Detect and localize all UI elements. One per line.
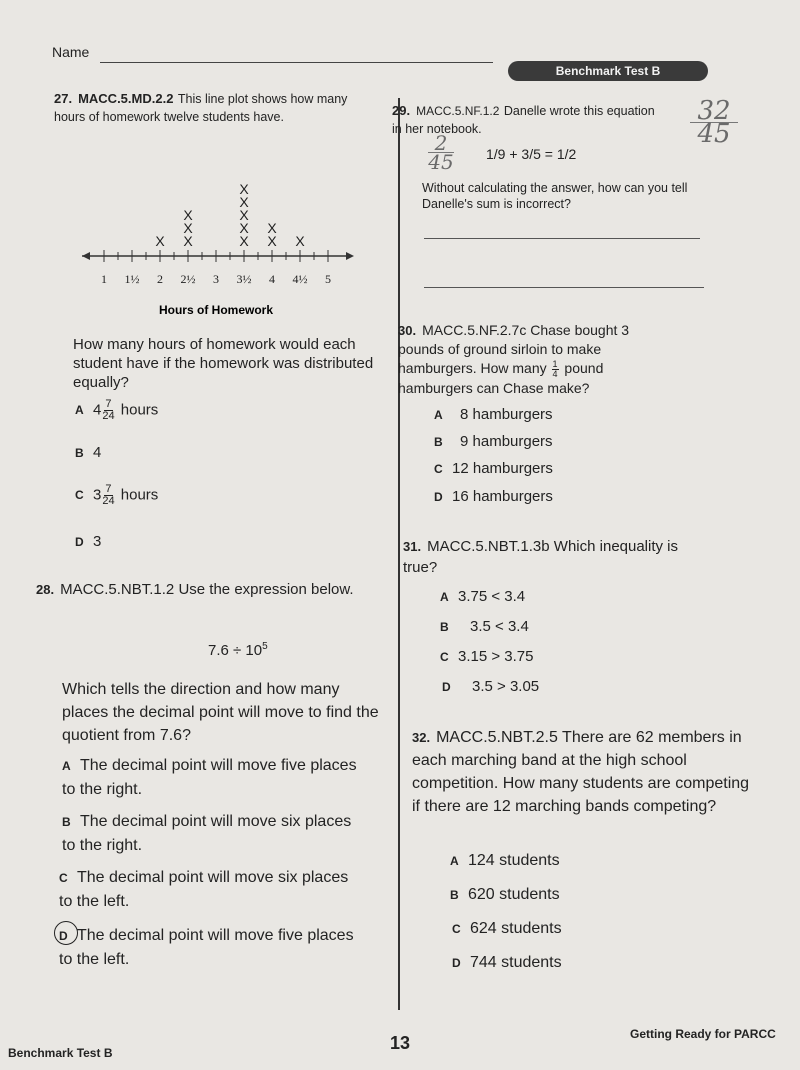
- q30-stem-after: pound hamburgers can Chase make?: [398, 360, 604, 396]
- q31-option-a-letter: A: [440, 590, 449, 604]
- q32-option-a-text: 124 students: [468, 852, 560, 869]
- q27-option-a-den: 24: [102, 410, 115, 422]
- q32-number: 32.: [412, 730, 431, 745]
- name-line[interactable]: [100, 62, 493, 63]
- q30-stem-before: Chase bought 3 pounds of ground sirloin to make hamburgers. How many: [398, 322, 630, 376]
- q28-option-d[interactable]: [59, 924, 359, 971]
- plot-x-mark: X: [267, 220, 277, 236]
- q31-option-b[interactable]: [440, 618, 529, 635]
- q30-option-a-letter: A: [434, 408, 443, 422]
- q31-stem: Which inequality is true?: [403, 538, 679, 576]
- q30-number: 30.: [398, 323, 417, 338]
- q30-header: [398, 321, 678, 398]
- q32-option-c[interactable]: [452, 920, 562, 938]
- plot-tick-label: 2½: [180, 272, 196, 286]
- q32-header: [412, 726, 760, 818]
- q27-option-c-whole: 3: [93, 486, 102, 504]
- q31-option-a-text: 3.75 < 3.4: [458, 588, 526, 605]
- plot-x-mark: X: [239, 207, 249, 223]
- q27-option-b-whole: 4: [93, 444, 102, 461]
- q29-hand-den: 45: [428, 150, 454, 174]
- q30-option-d-letter: D: [434, 490, 443, 504]
- q30-option-c-letter: C: [434, 462, 443, 476]
- q32-option-d-text: 744 students: [470, 954, 562, 971]
- plot-x-mark: X: [239, 194, 249, 210]
- q31-option-d-letter: D: [442, 680, 451, 694]
- q30-option-b-letter: B: [434, 435, 443, 449]
- q32-option-c-text: 624 students: [470, 920, 562, 937]
- plot-tick-label: 4½: [292, 272, 308, 286]
- q31-option-c-letter: C: [440, 650, 449, 664]
- q31-option-d-text: 3.5 > 3.05: [472, 678, 540, 695]
- footer-series: Getting Ready for PARCC: [630, 1027, 776, 1041]
- q32-option-b[interactable]: [450, 886, 560, 904]
- q29-standard: MACC.5.NF.1.2: [416, 104, 500, 118]
- q32-option-a-letter: A: [450, 854, 459, 868]
- q29-answer-line-2[interactable]: [424, 287, 704, 288]
- q28-header: [36, 580, 366, 599]
- q29-stem: Danelle wrote this equation in her notebook.: [392, 104, 655, 136]
- plot-tick-label: 3½: [236, 272, 252, 286]
- q28-number: 28.: [36, 582, 55, 597]
- q30-option-b-text: 9 hamburgers: [460, 433, 553, 450]
- q28-option-a-text: The decimal point will move five places to the right.: [62, 757, 357, 798]
- q27-option-a[interactable]: [75, 399, 158, 422]
- plot-tick-label: 5: [325, 272, 331, 286]
- q27-number: 27.: [54, 91, 73, 106]
- plot-x-mark: X: [183, 233, 193, 249]
- q28-option-a[interactable]: [62, 754, 362, 801]
- q27-standard: MACC.5.MD.2.2: [78, 91, 174, 106]
- q32-standard: MACC.5.NBT.2.5: [436, 729, 558, 746]
- plot-x-mark: X: [239, 233, 249, 249]
- q27-option-c-den: 24: [102, 495, 115, 507]
- plot-axis-label: Hours of Homework: [158, 303, 274, 317]
- q29-hand-big-num: 32: [697, 96, 731, 126]
- q32-option-d[interactable]: [452, 954, 562, 972]
- q29-equation: 1/9 + 3/5 = 1/2: [486, 146, 577, 162]
- plot-tick-label: 1½: [124, 272, 140, 286]
- q29-hand-big-den: 45: [697, 119, 731, 149]
- q27-header: [54, 90, 354, 126]
- q27-option-d-whole: 3: [93, 533, 102, 550]
- plot-x-mark: X: [239, 220, 249, 236]
- q32-option-b-letter: B: [450, 888, 459, 902]
- q30-frac-num: 1: [552, 358, 558, 369]
- plot-x-mark: X: [183, 220, 193, 236]
- name-label: Name: [52, 44, 90, 60]
- plot-group: [82, 181, 354, 286]
- plot-tick-label: 4: [269, 272, 275, 286]
- q27-line-plot: [76, 150, 366, 320]
- q27-option-a-whole: 4: [93, 401, 102, 419]
- q31-option-b-letter: B: [440, 620, 449, 634]
- q28-option-d-text: The decimal point will move five places to the left.: [59, 927, 354, 968]
- q27-option-b[interactable]: [75, 444, 101, 461]
- plot-x-mark: X: [267, 233, 277, 249]
- plot-tick-label: 3: [213, 272, 219, 286]
- column-divider: [398, 98, 400, 1010]
- q27-option-a-num: 7: [105, 398, 112, 410]
- q27-option-a-fraction: [102, 399, 114, 422]
- answer-circle: [54, 921, 78, 945]
- plot-x-mark: X: [155, 233, 165, 249]
- q31-number: 31.: [403, 539, 422, 554]
- q31-option-b-text: 3.5 < 3.4: [470, 618, 529, 635]
- q27-option-a-letter: A: [75, 403, 84, 418]
- q29-number: 29.: [392, 103, 411, 118]
- q27-option-d[interactable]: [75, 533, 101, 550]
- q28-option-a-letter: A: [62, 759, 71, 773]
- q29-handwritten-fraction: [428, 131, 454, 174]
- q28-question: Which tells the direction and how many places the decimal point will move to find the quotient from 7.6?: [62, 681, 379, 744]
- q30-option-c-text: 12 hamburgers: [452, 460, 553, 477]
- plot-x-mark: X: [239, 181, 249, 197]
- q27-option-a-unit: hours: [120, 401, 159, 419]
- q32-stem: There are 62 members in each marching band at the high school competition. How many students are competing if there are 12 marching bands competing?: [412, 729, 750, 815]
- plot-tick-label: 2: [157, 272, 163, 286]
- q31-option-c[interactable]: [440, 648, 533, 665]
- q30-option-d[interactable]: [434, 488, 553, 505]
- q30-option-c[interactable]: [434, 460, 553, 477]
- q27-option-b-letter: B: [75, 446, 84, 460]
- q27-option-c-letter: C: [75, 488, 84, 503]
- q29-question: Without calculating the answer, how can you tell Danelle's sum is incorrect?: [422, 181, 688, 211]
- q30-fraction: [552, 360, 559, 379]
- q28-option-b-text: The decimal point will move six places to the right.: [62, 813, 352, 854]
- q29-answer-line-1[interactable]: [424, 238, 700, 239]
- q27-option-c-unit: hours: [120, 486, 159, 504]
- q28-option-c[interactable]: [59, 866, 359, 913]
- q30-option-a[interactable]: [434, 406, 553, 423]
- q29-header: [392, 102, 662, 138]
- q28-expression-base: 7.6 ÷ 10: [208, 642, 263, 659]
- q27-question: How many hours of homework would each student have if the homework was distributed equally?: [73, 336, 374, 391]
- q28-intro: Use the expression below.: [178, 581, 354, 598]
- q30-option-a-text: 8 hamburgers: [460, 406, 553, 423]
- q32-option-c-letter: C: [452, 922, 461, 936]
- q27-option-c[interactable]: [75, 484, 158, 507]
- q30-standard: MACC.5.NF.2.7c: [422, 322, 527, 338]
- q28-expression: [208, 641, 268, 659]
- q28-option-c-letter: C: [59, 871, 68, 885]
- q28-option-b-letter: B: [62, 815, 71, 829]
- q31-standard: MACC.5.NBT.1.3b: [427, 538, 550, 555]
- q32-option-d-letter: D: [452, 956, 461, 970]
- q31-option-c-text: 3.15 > 3.75: [458, 648, 534, 665]
- q28-option-b[interactable]: [62, 810, 362, 857]
- q31-option-d[interactable]: [442, 678, 539, 695]
- q27-option-d-letter: D: [75, 535, 84, 549]
- q28-option-c-text: The decimal point will move six places to the left.: [59, 869, 349, 910]
- q27-stem: This line plot shows how many hours of homework twelve students have.: [54, 92, 348, 124]
- q30-option-d-text: 16 hamburgers: [452, 488, 553, 505]
- plot-axis-arrow-right: [346, 252, 354, 260]
- test-badge: Benchmark Test B: [508, 61, 708, 81]
- q28-option-d-letter: D: [59, 929, 68, 943]
- plot-tick-label: 1: [101, 272, 107, 286]
- plot-axis-arrow-left: [82, 252, 90, 260]
- footer-test-name: Benchmark Test B: [8, 1046, 113, 1060]
- q29-hand-num: 2: [434, 131, 448, 155]
- q30-option-b[interactable]: [434, 433, 553, 450]
- q27-option-c-num: 7: [105, 483, 112, 495]
- plot-x-mark: X: [295, 233, 305, 249]
- q29-handwritten-answer: [690, 96, 738, 149]
- page-number: 13: [390, 1033, 411, 1053]
- q28-standard: MACC.5.NBT.1.2: [60, 581, 175, 598]
- q32-option-b-text: 620 students: [468, 886, 560, 903]
- q30-frac-den: 4: [552, 368, 558, 379]
- q32-option-a[interactable]: [450, 852, 560, 870]
- q27-option-c-fraction: [102, 484, 114, 507]
- q31-option-a[interactable]: [440, 588, 525, 605]
- q31-header: [403, 536, 703, 578]
- q28-expression-exponent: 5: [262, 641, 268, 652]
- plot-x-mark: X: [183, 207, 193, 223]
